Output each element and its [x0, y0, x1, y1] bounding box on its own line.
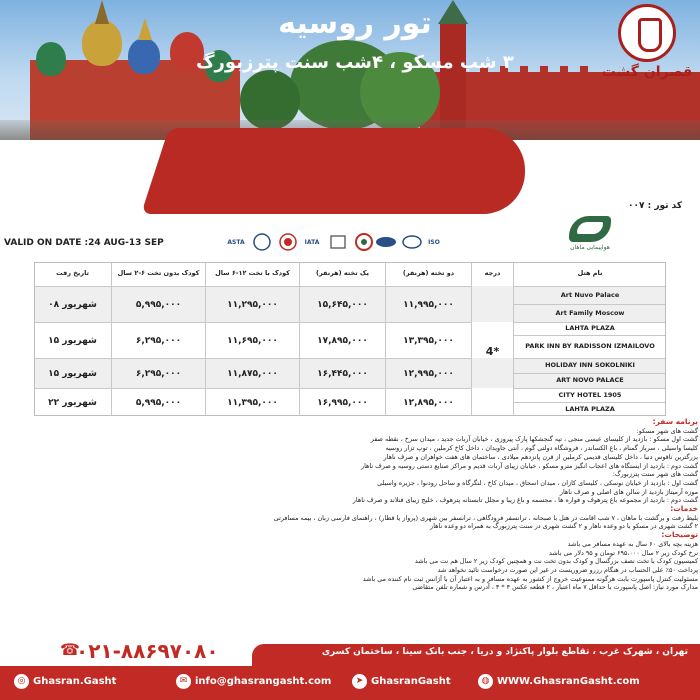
website-link[interactable] — [478, 674, 640, 689]
price-table — [34, 262, 666, 416]
cell-hotel: Art Nuvo Palace — [514, 286, 666, 304]
program-line: کلیسا واسیلی ، سرباز گمنام ، باغ الکساندر ، فروشگاه دولتی گوم ، آنتی جاویدان ، داخل کاخ کرملین ، توپ تزار روسیه — [385, 444, 698, 453]
globe-icon: ◍ — [478, 674, 493, 689]
table-row — [34, 286, 666, 322]
program-line: گشت دوم : بازدید از مجموعه باغ پترهوف و فواره ها ، مجسمه و باغ زیبا و مجلل تابستانه پترهوف ، خلیج زیبای فنلاند و صرف ناهار — [352, 496, 698, 505]
header-double: دو تخته (هرنفر) — [386, 262, 472, 286]
header-hotel: نام هتل — [577, 269, 603, 278]
badge-icon — [250, 232, 274, 254]
cathedral-dome — [36, 42, 66, 76]
instagram-icon: ◎ — [14, 674, 29, 689]
header-child-bed: کودک با تخت ۱۲-۶ سال — [206, 262, 300, 286]
banner-background — [185, 128, 525, 214]
wall-merlon — [540, 66, 548, 74]
telegram-handle: GhasranGasht — [371, 676, 451, 687]
cell-double: ۱۲,۹۹۵,۰۰۰ — [386, 358, 472, 388]
program-line: موزه آرمیتاژ بازدید از سالن های اصلی و صرف ناهار — [559, 487, 698, 496]
wall-merlon — [560, 66, 568, 74]
cell-single: ۱۷,۸۹۵,۰۰۰ — [300, 322, 386, 358]
validity-text: VALID ON DATE :24 AUG-13 SEP — [4, 238, 164, 248]
instagram-link[interactable] — [14, 674, 116, 689]
logo-emblem-icon — [618, 4, 676, 62]
tour-title: تور روسیه — [278, 6, 432, 41]
cell-double: ۱۳,۳۹۵,۰۰۰ — [386, 322, 472, 358]
cell-child-nobed: ۶,۲۹۵,۰۰۰ — [112, 322, 206, 358]
cell-hotel: Art Family Moscow — [514, 304, 666, 322]
title-banner — [0, 128, 700, 216]
badge-icon — [374, 232, 398, 254]
table-row — [34, 322, 666, 358]
program-line: گشت اول : بازدید از خیابان نوسکی ، کلیسای کازان ، میدان اسحاق ، میدان کاخ ، لنگرگاه و ساحل رودنوا ، جزیره واسیلی — [377, 478, 698, 487]
table-row — [34, 358, 666, 388]
telegram-link[interactable] — [352, 674, 451, 689]
cell-child-bed: ۱۱,۶۹۵,۰۰۰ — [206, 322, 300, 358]
phone-icon: ☎ — [60, 640, 80, 659]
cell-child-nobed: ۶,۲۹۵,۰۰۰ — [112, 358, 206, 388]
header-child-nobed: کودک بدون تخت ۶-۲ سال — [112, 262, 206, 286]
cell-child-nobed: ۵,۹۹۵,۰۰۰ — [112, 286, 206, 322]
cell-hotel: HOLIDAY INN SOKOLNIKI — [514, 358, 666, 373]
cell-double: ۱۱,۹۹۵,۰۰۰ — [386, 286, 472, 322]
cell-date: ۰۸ شهریور — [34, 286, 112, 322]
notes-section — [150, 418, 698, 592]
tour-subtitle: ۳ شب مسکو ، ۴شب سنت پترزبورگ — [196, 52, 514, 73]
airline-name: هواپیمایی ماهان — [570, 244, 610, 251]
program-line: گشت های شهر سنت پترزبورگ: — [612, 470, 698, 479]
email-link[interactable] — [176, 674, 331, 689]
header-date: تاریخ رفت — [34, 262, 112, 286]
cell-child-bed: ۱۱,۲۹۵,۰۰۰ — [206, 286, 300, 322]
cell-single: ۱۶,۹۹۵,۰۰۰ — [300, 388, 386, 416]
explanation-line: مدارک مورد نیاز: اصل پاسپورت با حداقل ۷ ماه اعتبار ، ۲ قطعه عکس ۴ * ۳ ، آدرس و شماره تلفن متقاضی — [412, 583, 698, 592]
phone-number[interactable]: ۰۲۱-۸۸۶۹۷۰۸۰ — [76, 639, 219, 663]
cathedral-dome — [82, 20, 122, 66]
logo-text: قصران گشت — [601, 64, 693, 80]
explanations-heading: توضیحات: — [661, 531, 698, 540]
cathedral-spire — [138, 18, 152, 40]
email-icon: ✉ — [176, 674, 191, 689]
instagram-handle: Ghasran.Gasht — [33, 676, 117, 687]
cell-grade: 4* — [472, 286, 514, 416]
cell-child-bed: ۱۱,۳۹۵,۰۰۰ — [206, 388, 300, 416]
cell-hotel: PARK INN BY RADISSON IZMAILOVO — [514, 335, 666, 358]
cell-hotel: CITY HOTEL 1905 — [514, 388, 666, 402]
program-line: گشت های شهر مسکو: — [636, 426, 698, 435]
cell-hotel: LAHTA PLAZA — [514, 402, 666, 416]
airline-bird-icon — [569, 216, 611, 242]
cell-hotel: LAHTA PLAZA — [514, 322, 666, 335]
services-line: بلیط رفت و برگشت با ماهان ، ۷ شب اقامت در هتل با صبحانه ، ترانسفر فرودگاهی ، ترانسفر بین شهری (پرواز یا قطار) ، راهنمای فارسی زبان ، بیمه مسافرتی — [273, 513, 698, 522]
tour-code: کد تور : ۰۰۷ — [628, 201, 683, 211]
program-line: گشت اول مسکو : بازدید از کلیسای عیسی منجی ، تپه گنجشکها پارک پیروزی ، خیابان آربات جدید ، میدان سرخ ، نقطه صفر — [370, 435, 698, 444]
telegram-icon: ➤ — [352, 674, 367, 689]
email-address: info@ghasrangasht.com — [195, 676, 332, 687]
badge-icon — [400, 232, 424, 254]
airline-logo — [560, 216, 620, 264]
explanation-line: کمیسیون کودک با تخت نصف بزرگسال و کودک بدون تخت نت و همچنین کودک زیر ۲ سال هم نت می باشد — [414, 557, 698, 566]
program-heading: برنامه سفر: — [652, 418, 698, 426]
cell-date: ۱۵ شهریور — [34, 322, 112, 358]
explanation-line: مسئولیت کنترل پاسپورت بابت هرگونه ممنوعیت خروج از کشور به عهده مسافر و به اعتبار آن با آژانس ثبت نام کننده می باشد — [362, 574, 698, 583]
program-line: بزرگترین ناقوس دنیا ، داخل کلیسای قدیمی کرملین از قرن پانزدهم میلادی ، ساختمان های هفت خواهران و صرف ناهار — [383, 452, 698, 461]
header-single: یک تخته (هرنفر) — [300, 262, 386, 286]
badge-icon — [326, 232, 350, 254]
website-url: WWW.GhasranGasht.com — [497, 676, 640, 687]
cell-child-bed: ۱۱,۸۷۵,۰۰۰ — [206, 358, 300, 388]
services-heading: خدمات: — [670, 505, 698, 514]
accreditation-badges — [224, 232, 444, 254]
cell-hotel: ART NOVO PALACE — [514, 373, 666, 388]
asta-badge-icon: ASTA — [227, 239, 245, 246]
header-grade: درجه — [472, 262, 514, 286]
explanation-line: هزینه بچه بالای ۶۰ سال به عهده مسافر می باشد — [567, 539, 698, 548]
address-text: تهران ، شهرک غرب ، تقاطع بلوار پاکنژاد و دریا ، جنب بانک سینا ، ساختمان کسری — [321, 647, 688, 657]
iata-badge-icon: IATA — [304, 239, 320, 246]
iso-badge-icon: ISO — [428, 239, 440, 246]
explanation-line: پرداخت ۵۰٪ علی الحساب در هنگام رزرو ضروریست در غیر این صورت درخواست تائید نخواهد شد — [437, 565, 698, 574]
brand-logo[interactable] — [598, 4, 696, 84]
cell-child-nobed: ۵,۹۹۵,۰۰۰ — [112, 388, 206, 416]
table-row — [34, 388, 666, 416]
explanation-line: نرخ کودک زیر ۲ سال ۶۹۵،۰۰۰ تومان و ۹۵ دلار می باشد — [548, 548, 698, 557]
table-header — [34, 262, 666, 286]
cell-single: ۱۶,۴۴۵,۰۰۰ — [300, 358, 386, 388]
program-line: گشت دوم : بازدید از ایستگاه های اعجاب انگیز مترو مسکو ، خیابان زیبای آربات قدیم و مراکز صنایع دستی روسیه و صرف ناهار — [361, 461, 698, 470]
cell-double: ۱۲,۸۹۵,۰۰۰ — [386, 388, 472, 416]
badge-icon — [352, 232, 376, 254]
cell-date: ۱۵ شهریور — [34, 358, 112, 388]
cell-single: ۱۵,۶۴۵,۰۰۰ — [300, 286, 386, 322]
cathedral-dome — [128, 38, 160, 74]
wall-merlon — [580, 66, 588, 74]
cell-date: ۲۲ شهریور — [34, 388, 112, 416]
badge-icon — [276, 232, 300, 254]
cathedral-spire — [95, 0, 109, 24]
services-line: ۲ گشت شهری در مسکو با دو وعده ناهار و ۲ گشت شهری در سنت پترزبورگ به همراه دو وعده ناهار — [430, 522, 698, 531]
